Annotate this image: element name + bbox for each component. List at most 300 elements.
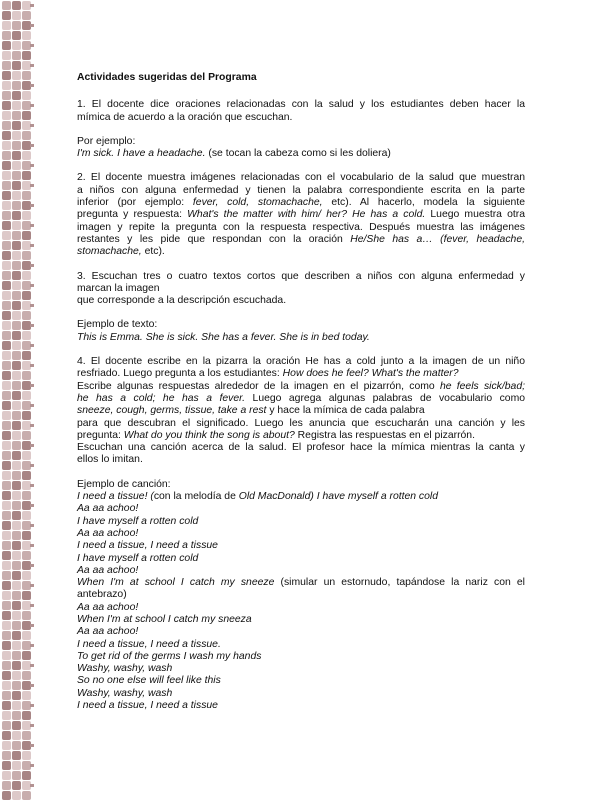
text-run-italic: sneeze, cough, germs, tissue, take a rest bbox=[77, 405, 267, 417]
border-tile bbox=[2, 401, 11, 410]
border-tile bbox=[12, 201, 21, 210]
border-tile bbox=[12, 121, 21, 130]
border-notch bbox=[30, 284, 34, 287]
border-tile bbox=[22, 191, 31, 200]
activity-1-line-1: 1. El docente dice oraciones relacionadas con la salud y los estudiantes deben hacer la bbox=[77, 99, 525, 111]
border-tile bbox=[12, 431, 21, 440]
border-tile bbox=[2, 581, 11, 590]
border-tile bbox=[2, 781, 11, 790]
border-tile bbox=[12, 101, 21, 110]
border-tile bbox=[2, 251, 11, 260]
activity-2-line-7 bbox=[77, 246, 525, 258]
text-run: etc). bbox=[141, 246, 165, 258]
border-tile bbox=[12, 591, 21, 600]
border-tile bbox=[12, 531, 21, 540]
border-tile bbox=[12, 1, 21, 10]
border-notch bbox=[30, 384, 34, 387]
border-tile bbox=[12, 421, 21, 430]
border-tile bbox=[12, 611, 21, 620]
border-tile bbox=[22, 751, 31, 760]
border-notch bbox=[30, 684, 34, 687]
activity-2 bbox=[77, 172, 525, 258]
text-run: pregunta y respuesta: bbox=[77, 209, 188, 221]
border-tile bbox=[2, 491, 11, 500]
border-tile bbox=[2, 131, 11, 140]
border-tile bbox=[22, 491, 31, 500]
song-line: So no one else will feel like this bbox=[77, 675, 221, 687]
border-tile bbox=[22, 231, 31, 240]
border-tile bbox=[2, 321, 11, 330]
border-tile bbox=[12, 311, 21, 320]
border-notch bbox=[30, 524, 34, 527]
border-tile bbox=[2, 651, 11, 660]
text-run: Luego muestra otra bbox=[425, 209, 525, 221]
activity-4-line-9: ellos lo imitan. bbox=[77, 454, 143, 466]
border-notch bbox=[30, 344, 34, 347]
border-tile bbox=[22, 471, 31, 480]
border-notch bbox=[30, 604, 34, 607]
border-tile bbox=[12, 301, 21, 310]
song-line: Washy, washy, wash bbox=[77, 687, 173, 699]
text-run: inferior (por ejemplo: bbox=[77, 197, 193, 209]
border-tile bbox=[12, 211, 21, 220]
text-run: pregunta: bbox=[77, 429, 124, 441]
border-tile bbox=[2, 121, 11, 130]
border-tile bbox=[22, 411, 31, 420]
border-tile bbox=[2, 561, 11, 570]
border-tile bbox=[12, 41, 21, 50]
border-tile bbox=[2, 221, 11, 230]
border-tile bbox=[12, 161, 21, 170]
border-notch bbox=[30, 364, 34, 367]
border-tile bbox=[2, 281, 11, 290]
border-tile bbox=[2, 81, 11, 90]
border-tile bbox=[12, 501, 21, 510]
border-tile bbox=[2, 381, 11, 390]
border-tile bbox=[2, 391, 11, 400]
song-line: Washy, washy, wash bbox=[77, 663, 173, 675]
border-tile bbox=[12, 691, 21, 700]
border-tile bbox=[22, 271, 31, 280]
text-run-italic: fever, cold, stomachache, bbox=[192, 197, 323, 209]
activity-4-line-7 bbox=[77, 430, 525, 442]
border-tile bbox=[2, 551, 11, 560]
border-tile bbox=[2, 661, 11, 670]
song-line: I need a tissue, I need a tissue. bbox=[77, 638, 221, 650]
document-body bbox=[77, 72, 525, 724]
border-tile bbox=[2, 61, 11, 70]
border-tile bbox=[2, 161, 11, 170]
border-tile bbox=[12, 241, 21, 250]
text-run: resfriado. Luego pregunta a los estudiantes: bbox=[77, 368, 283, 380]
border-tile bbox=[12, 331, 21, 340]
border-tile bbox=[2, 571, 11, 580]
border-tile bbox=[22, 431, 31, 440]
border-tile bbox=[22, 211, 31, 220]
border-tile bbox=[12, 631, 21, 640]
border-notch bbox=[30, 704, 34, 707]
border-tile bbox=[2, 741, 11, 750]
activity-2-line-3 bbox=[77, 197, 525, 209]
text-run: (simular un estornudo, tapándose la nariz con el bbox=[274, 577, 525, 589]
border-tile bbox=[12, 321, 21, 330]
border-tile bbox=[12, 751, 21, 760]
border-tile bbox=[22, 631, 31, 640]
text-run: con la melodía de bbox=[153, 491, 239, 503]
border-tile bbox=[12, 381, 21, 390]
border-tile bbox=[2, 771, 11, 780]
border-tile bbox=[2, 611, 11, 620]
border-notch bbox=[30, 404, 34, 407]
border-tile bbox=[2, 151, 11, 160]
border-tile bbox=[2, 431, 11, 440]
border-tile bbox=[12, 51, 21, 60]
border-notch bbox=[30, 624, 34, 627]
border-tile bbox=[12, 571, 21, 580]
song-line: Aa aa achoo! bbox=[77, 626, 139, 638]
example-1-italic: I'm sick. I have a headache. bbox=[77, 148, 206, 160]
border-notch bbox=[30, 264, 34, 267]
border-notch bbox=[30, 424, 34, 427]
activity-3-line-3: que corresponde a la descripción escuchada. bbox=[77, 295, 287, 307]
border-tile bbox=[12, 11, 21, 20]
border-tile bbox=[2, 691, 11, 700]
text-run: Luego agrega algunas palabras de vocabulario como bbox=[245, 392, 525, 404]
text-run-italic: How does he feel? What's the matter? bbox=[282, 368, 459, 380]
border-tile bbox=[2, 71, 11, 80]
border-tile bbox=[22, 351, 31, 360]
decorative-border bbox=[0, 0, 34, 800]
border-tile bbox=[2, 761, 11, 770]
border-tile bbox=[12, 401, 21, 410]
border-tile bbox=[12, 271, 21, 280]
border-tile bbox=[2, 371, 11, 380]
document-title: Actividades sugeridas del Programa bbox=[77, 72, 257, 83]
border-notch bbox=[30, 104, 34, 107]
border-tile bbox=[22, 331, 31, 340]
border-tile bbox=[2, 441, 11, 450]
border-tile bbox=[22, 131, 31, 140]
song-line: Aa aa achoo! bbox=[77, 601, 139, 613]
text-run-italic: he feels sick/bad; bbox=[439, 380, 525, 392]
border-tile bbox=[12, 741, 21, 750]
activity-4-line-4 bbox=[77, 393, 525, 405]
border-tile bbox=[22, 91, 31, 100]
border-tile bbox=[12, 191, 21, 200]
border-notch bbox=[30, 564, 34, 567]
border-tile bbox=[12, 601, 21, 610]
border-tile bbox=[2, 631, 11, 640]
border-tile bbox=[2, 461, 11, 470]
border-tile bbox=[12, 541, 21, 550]
border-tile bbox=[12, 411, 21, 420]
border-tile bbox=[2, 731, 11, 740]
song-verse-b bbox=[77, 602, 525, 713]
border-tile bbox=[12, 731, 21, 740]
example-1-text bbox=[77, 148, 525, 160]
song-line: Aa aa achoo! bbox=[77, 527, 139, 539]
border-notch bbox=[30, 444, 34, 447]
border-tile bbox=[12, 761, 21, 770]
border-tile bbox=[12, 221, 21, 230]
border-notch bbox=[30, 184, 34, 187]
border-tile bbox=[2, 241, 11, 250]
border-tile bbox=[22, 171, 31, 180]
border-notch bbox=[30, 724, 34, 727]
song-line: Aa aa achoo! bbox=[77, 564, 139, 576]
text-run-italic: He/She has a… (fever, headache, bbox=[350, 233, 525, 245]
border-notch bbox=[30, 324, 34, 327]
border-tile bbox=[2, 531, 11, 540]
border-tile bbox=[22, 111, 31, 120]
border-tile bbox=[2, 671, 11, 680]
border-tile bbox=[2, 521, 11, 530]
border-tile bbox=[2, 291, 11, 300]
border-tile bbox=[2, 181, 11, 190]
border-tile bbox=[12, 91, 21, 100]
border-tile bbox=[22, 371, 31, 380]
border-tile bbox=[2, 351, 11, 360]
song-line: I have myself a rotten cold bbox=[77, 552, 199, 564]
song-line-school-cont: antebrazo) bbox=[77, 589, 127, 601]
border-tile bbox=[2, 621, 11, 630]
border-tile bbox=[12, 391, 21, 400]
border-tile bbox=[12, 81, 21, 90]
border-tile bbox=[22, 571, 31, 580]
border-tile bbox=[22, 771, 31, 780]
border-tile bbox=[2, 481, 11, 490]
activity-2-line-6 bbox=[77, 234, 525, 246]
border-tile bbox=[22, 691, 31, 700]
border-tile bbox=[2, 451, 11, 460]
border-tile bbox=[2, 141, 11, 150]
border-tile bbox=[12, 361, 21, 370]
border-tile bbox=[2, 311, 11, 320]
border-tile bbox=[12, 131, 21, 140]
border-tile bbox=[2, 301, 11, 310]
border-tile bbox=[12, 581, 21, 590]
border-notch bbox=[30, 44, 34, 47]
border-tile bbox=[12, 181, 21, 190]
text-run-italic: What's the matter with him/ her? He has a cold. bbox=[187, 209, 426, 221]
border-tile bbox=[2, 91, 11, 100]
activity-2-line-4 bbox=[77, 209, 525, 221]
border-tile bbox=[12, 551, 21, 560]
activity-2-line-1: 2. El docente muestra imágenes relacionadas con el vocabulario de la salud que muestran bbox=[77, 172, 525, 184]
text-run-italic: I have myself a rotten cold bbox=[313, 491, 438, 503]
border-tile bbox=[12, 521, 21, 530]
border-tile bbox=[2, 171, 11, 180]
border-tile bbox=[2, 471, 11, 480]
border-tile bbox=[12, 451, 21, 460]
border-tile bbox=[22, 531, 31, 540]
border-tile bbox=[2, 101, 11, 110]
border-tile bbox=[22, 31, 31, 40]
border-tile bbox=[12, 71, 21, 80]
border-tile bbox=[12, 341, 21, 350]
border-tile bbox=[22, 651, 31, 660]
border-notch bbox=[30, 464, 34, 467]
border-tile bbox=[2, 211, 11, 220]
border-tile bbox=[2, 511, 11, 520]
border-tile bbox=[12, 461, 21, 470]
song-line: To get rid of the germs I wash my hands bbox=[77, 650, 262, 662]
border-tile bbox=[12, 701, 21, 710]
text-run-italic: stomachache, bbox=[77, 246, 142, 258]
border-tile bbox=[12, 171, 21, 180]
border-tile bbox=[12, 351, 21, 360]
song-example bbox=[77, 479, 525, 713]
activity-4-line-1: 4. El docente escribe en la pizarra la oración He has a cold junto a la imagen de un niño bbox=[77, 356, 525, 368]
border-tile bbox=[2, 711, 11, 720]
border-tile bbox=[2, 541, 11, 550]
border-notch bbox=[30, 84, 34, 87]
activity-3 bbox=[77, 271, 525, 308]
border-tile bbox=[2, 601, 11, 610]
song-line: I need a tissue, I need a tissue bbox=[77, 700, 218, 712]
border-tile bbox=[12, 251, 21, 260]
border-tile bbox=[2, 191, 11, 200]
song-label: Ejemplo de canción: bbox=[77, 478, 171, 490]
border-tile bbox=[12, 681, 21, 690]
text-run: etc). Al hacerlo, modela la siguiente bbox=[322, 197, 525, 209]
border-tile bbox=[22, 591, 31, 600]
border-tile bbox=[2, 1, 11, 10]
text-run-italic: he has a cold; he has a fever. bbox=[77, 392, 246, 404]
border-tile bbox=[2, 11, 11, 20]
border-tile bbox=[22, 251, 31, 260]
text-run-italic: What do you think the song is about? bbox=[123, 429, 295, 441]
border-tile bbox=[2, 411, 11, 420]
activity-2-line-2: a niños con alguna enfermedad y tienen la palabra correspondiente escrita en la parte bbox=[77, 184, 525, 196]
border-notch bbox=[30, 164, 34, 167]
activity-1-line-2: mímica de acuerdo a la oración que escuchan. bbox=[77, 111, 293, 123]
border-tile bbox=[22, 151, 31, 160]
border-tile bbox=[12, 151, 21, 160]
border-tile bbox=[2, 201, 11, 210]
song-verse-a bbox=[77, 503, 525, 577]
border-tile bbox=[2, 31, 11, 40]
border-tile bbox=[2, 361, 11, 370]
border-tile bbox=[22, 791, 31, 800]
border-tile bbox=[2, 341, 11, 350]
activity-4 bbox=[77, 356, 525, 467]
example-1 bbox=[77, 136, 525, 161]
border-tile bbox=[2, 641, 11, 650]
border-tile bbox=[12, 141, 21, 150]
activity-3-line-2: marcan la imagen bbox=[77, 282, 160, 294]
border-tile bbox=[2, 261, 11, 270]
border-tile bbox=[12, 31, 21, 40]
border-notch bbox=[30, 204, 34, 207]
border-notch bbox=[30, 764, 34, 767]
border-notch bbox=[30, 644, 34, 647]
border-tile bbox=[12, 481, 21, 490]
border-tile bbox=[12, 471, 21, 480]
border-tile bbox=[22, 551, 31, 560]
border-tile bbox=[12, 721, 21, 730]
border-notch bbox=[30, 784, 34, 787]
border-tile bbox=[2, 701, 11, 710]
song-line-school bbox=[77, 577, 525, 589]
border-tile bbox=[12, 511, 21, 520]
border-tile bbox=[22, 71, 31, 80]
border-tile bbox=[2, 681, 11, 690]
border-tile bbox=[12, 561, 21, 570]
border-notch bbox=[30, 244, 34, 247]
border-tile bbox=[22, 451, 31, 460]
border-tile bbox=[12, 781, 21, 790]
border-notch bbox=[30, 124, 34, 127]
border-tile bbox=[12, 61, 21, 70]
border-tile bbox=[12, 111, 21, 120]
border-tile bbox=[2, 231, 11, 240]
example-1-label: Por ejemplo: bbox=[77, 135, 136, 147]
border-tile bbox=[2, 751, 11, 760]
border-tile bbox=[2, 591, 11, 600]
border-tile bbox=[2, 51, 11, 60]
border-notch bbox=[30, 304, 34, 307]
example-1-normal: (se tocan la cabeza como si les doliera) bbox=[205, 148, 391, 160]
border-tile bbox=[22, 511, 31, 520]
activity-4-line-2 bbox=[77, 368, 525, 380]
border-tile bbox=[22, 711, 31, 720]
border-tile bbox=[12, 281, 21, 290]
border-tile bbox=[22, 311, 31, 320]
song-line: When I'm at school I catch my sneeza bbox=[77, 613, 252, 625]
activity-3-line-1: 3. Escuchan tres o cuatro textos cortos que describen a niños con alguna enfermedad y bbox=[77, 270, 525, 282]
border-tile bbox=[12, 261, 21, 270]
border-tile bbox=[12, 371, 21, 380]
text-run: restantes y les pide que respondan con la oración bbox=[77, 233, 351, 245]
text-run: Registra las respuestas en el pizarrón. bbox=[294, 429, 475, 441]
border-tile bbox=[12, 771, 21, 780]
border-notch bbox=[30, 484, 34, 487]
border-tile bbox=[2, 791, 11, 800]
border-tile bbox=[22, 391, 31, 400]
border-tile bbox=[22, 11, 31, 20]
border-tile bbox=[12, 671, 21, 680]
border-tile bbox=[22, 51, 31, 60]
activity-2-line-5: imagen y repite la pregunta con la respuesta respectiva. Después muestra las imágenes bbox=[77, 221, 525, 233]
song-line: Aa aa achoo! bbox=[77, 503, 139, 515]
border-tile bbox=[12, 231, 21, 240]
song-line: I have myself a rotten cold bbox=[77, 515, 199, 527]
text-run-italic: I need a tissue! ( bbox=[77, 491, 154, 503]
text-run: y hace la mímica de cada palabra bbox=[266, 405, 425, 417]
border-tile bbox=[12, 291, 21, 300]
song-line: I need a tissue, I need a tissue bbox=[77, 540, 218, 552]
border-tile bbox=[22, 731, 31, 740]
border-tile bbox=[2, 421, 11, 430]
border-tile bbox=[12, 441, 21, 450]
border-notch bbox=[30, 224, 34, 227]
border-tile bbox=[2, 21, 11, 30]
text-run-italic: When I'm at school I catch my sneeze bbox=[77, 577, 275, 589]
border-tile bbox=[22, 291, 31, 300]
border-notch bbox=[30, 744, 34, 747]
border-notch bbox=[30, 24, 34, 27]
border-tile bbox=[2, 721, 11, 730]
border-tile bbox=[2, 111, 11, 120]
activity-4-line-8: Escuchan una canción acerca de la salud. El profesor hace la mímica mientras la canta y bbox=[77, 442, 525, 454]
activity-4-line-6: para que descubran el significado. Luego les anuncia que escucharán una canción y les bbox=[77, 417, 525, 429]
border-tile bbox=[22, 611, 31, 620]
border-tile bbox=[12, 621, 21, 630]
border-tile bbox=[12, 21, 21, 30]
border-tile bbox=[2, 501, 11, 510]
border-tile bbox=[12, 651, 21, 660]
